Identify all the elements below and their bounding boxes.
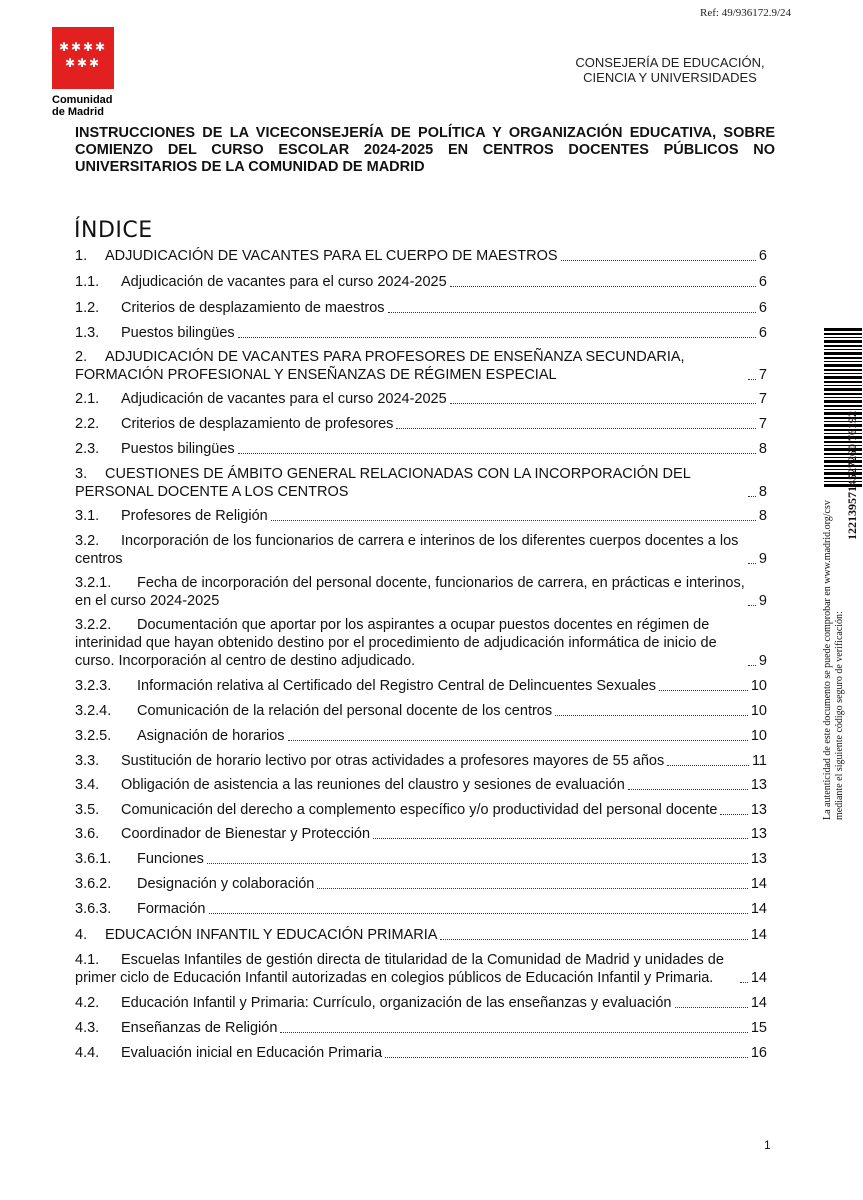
toc-entry[interactable]: [75, 752, 767, 770]
toc-entry-number: 2.3.: [75, 441, 100, 457]
toc-entry-page: 8: [758, 441, 767, 457]
comunidad-madrid-logo: [52, 27, 124, 118]
toc-entry-page: 13: [750, 851, 767, 867]
toc-leader-dots: [317, 888, 748, 889]
toc-entry-page: 8: [758, 508, 767, 524]
toc-entry-title: ADJUDICACIÓN DE VACANTES PARA PROFESORES DE ENSEÑANZA SECUNDARIA, FORMACIÓN PROFESIONAL Y ENSEÑANZAS DE RÉGIMEN ESPECIAL: [75, 349, 685, 383]
barcode-bar: [824, 409, 862, 410]
toc-entry[interactable]: [75, 390, 767, 408]
department-line2: CIENCIA Y UNIVERSIDADES: [583, 70, 757, 85]
toc-entry-page: 14: [750, 927, 767, 943]
document-title: INSTRUCCIONES DE LA VICECONSEJERÍA DE POLÍTICA Y ORGANIZACIÓN EDUCATIVA, SOBRE COMIENZO DEL CURSO ESCOLAR 2024-2025 EN CENTROS DOCENTES PÚBLICOS NO UNIVERSITARIOS DE LA COMUNIDAD DE MADRID: [75, 125, 775, 175]
toc-entry-page: 14: [750, 901, 767, 917]
toc-leader-dots: [238, 453, 756, 454]
toc-entry-page: 14: [750, 876, 767, 892]
toc-entry-title: Escuelas Infantiles de gestión directa de titularidad de la Comunidad de Madrid y unidades de primer ciclo de Educación Infantil autorizadas en colegios públicos de Educación Infantil y Primaria.: [75, 952, 724, 986]
toc-entry-page: 16: [750, 1045, 767, 1061]
toc-leader-dots: [748, 563, 756, 564]
toc-leader-dots: [720, 814, 747, 815]
barcode-bar: [824, 357, 862, 359]
barcode-bar: [824, 376, 862, 379]
toc-leader-dots: [207, 863, 748, 864]
toc-entry-title: EDUCACIÓN INFANTIL Y EDUCACIÓN PRIMARIA: [105, 927, 438, 943]
toc-entry-page: 13: [750, 802, 767, 818]
barcode-bar: [824, 397, 862, 398]
toc-entry-number: 3.4.: [75, 777, 100, 793]
toc-leader-dots: [288, 740, 748, 741]
toc-entry-number: 1.3.: [75, 325, 100, 341]
toc-entry[interactable]: [75, 900, 767, 918]
toc-entry[interactable]: [75, 507, 767, 525]
toc-entry-page: 7: [758, 367, 767, 383]
toc-entry-title: Asignación de horarios: [137, 728, 285, 744]
verification-note-line1: La autenticidad de este documento se puede comprobar en www.madrid.org/csv: [822, 500, 833, 820]
department-name: [560, 55, 780, 85]
toc-leader-dots: [385, 1057, 748, 1058]
toc-entry-page: 9: [758, 593, 767, 609]
barcode-bar: [824, 328, 862, 331]
toc-entry-number: 3.2.4.: [75, 703, 112, 719]
toc-entry-title: Adjudicación de vacantes para el curso 2024-2025: [121, 274, 447, 290]
toc-leader-dots: [740, 982, 748, 983]
toc-entry[interactable]: [75, 324, 767, 342]
toc-entry[interactable]: [75, 702, 767, 720]
barcode-bar: [824, 400, 862, 403]
toc-entry-title: Comunicación del derecho a complemento específico y/o productividad del personal docente: [121, 802, 718, 818]
toc-entry-number: 4.2.: [75, 995, 100, 1011]
toc-leader-dots: [450, 403, 756, 404]
toc-entry-number: 3.2.5.: [75, 728, 112, 744]
toc-entry[interactable]: [75, 850, 767, 868]
toc-entry-page: 9: [758, 551, 767, 567]
toc-entry-page: 7: [758, 416, 767, 432]
toc-entry-title: Designación y colaboración: [137, 876, 315, 892]
barcode-bar: [824, 333, 862, 335]
toc-entry[interactable]: [75, 1044, 767, 1062]
toc-entry-number: 3.2.: [75, 533, 100, 549]
toc-entry[interactable]: [75, 348, 767, 384]
toc-entry-page: 9: [758, 653, 767, 669]
logo-text: [52, 94, 124, 118]
toc-entry[interactable]: [75, 677, 767, 695]
toc-entry-title: Evaluación inicial en Educación Primaria: [121, 1045, 383, 1061]
toc-entry-page: 14: [750, 995, 767, 1011]
toc-entry-number: 3.2.3.: [75, 678, 112, 694]
toc-entry[interactable]: [75, 776, 767, 794]
barcode-bar: [824, 405, 862, 407]
toc-leader-dots: [396, 428, 756, 429]
toc-entry[interactable]: [75, 875, 767, 893]
barcode-bar: [824, 361, 862, 362]
toc-entry-title: Coordinador de Bienestar y Protección: [121, 826, 371, 842]
toc-entry[interactable]: [75, 574, 767, 610]
barcode-bar: [824, 369, 862, 371]
toc-leader-dots: [667, 765, 749, 766]
toc-entry-title: Criterios de desplazamiento de maestros: [121, 300, 385, 316]
verification-note-line2: mediante el siguiente código seguro de verificación:: [834, 611, 845, 820]
toc-entry-number: 3.2.2.: [75, 617, 112, 633]
toc-entry[interactable]: [75, 1019, 767, 1037]
barcode-bar: [824, 340, 862, 343]
toc-entry[interactable]: [75, 532, 767, 568]
toc-entry-page: 10: [750, 703, 767, 719]
barcode-bar: [824, 388, 862, 391]
barcode-bar: [824, 349, 862, 350]
table-of-contents: [75, 247, 767, 1062]
toc-entry-title: Enseñanzas de Religión: [121, 1020, 278, 1036]
barcode-bar: [824, 345, 862, 347]
toc-entry-page: 6: [758, 274, 767, 290]
toc-entry[interactable]: [75, 415, 767, 433]
toc-entry-title: Incorporación de los funcionarios de carrera e interinos de los diferentes cuerpos docentes a los centros: [75, 533, 739, 567]
logo-text-line1: Comunidad: [52, 94, 113, 106]
toc-entry-number: 2.2.: [75, 416, 100, 432]
toc-entry[interactable]: [75, 616, 767, 670]
department-line1: CONSEJERÍA DE EDUCACIÓN,: [575, 55, 765, 70]
toc-entry-number: 3.3.: [75, 753, 100, 769]
toc-entry-page: 7: [758, 391, 767, 407]
toc-entry-number: 1.: [75, 248, 88, 264]
reference-number: Ref: 49/936172.9/24: [700, 7, 792, 19]
toc-entry-title: Sustitución de horario lectivo por otras actividades a profesores mayores de 55 años: [121, 753, 665, 769]
toc-entry-number: 3.2.1.: [75, 575, 112, 591]
barcode-bar: [824, 385, 862, 386]
toc-leader-dots: [280, 1032, 747, 1033]
toc-entry-page: 11: [751, 753, 767, 769]
toc-entry[interactable]: [75, 994, 767, 1012]
toc-leader-dots: [748, 496, 756, 497]
toc-entry-number: 2.1.: [75, 391, 100, 407]
toc-entry-page: 15: [750, 1020, 767, 1036]
toc-leader-dots: [373, 838, 748, 839]
toc-entry-page: 6: [758, 248, 767, 264]
verification-code: 1221395714527260 76192: [845, 411, 859, 540]
toc-entry-number: 4.4.: [75, 1045, 100, 1061]
toc-entry-title: Funciones: [137, 851, 204, 867]
toc-leader-dots: [748, 665, 756, 666]
toc-entry-number: 3.1.: [75, 508, 100, 524]
toc-entry-title: Obligación de asistencia a las reuniones del claustro y sesiones de evaluación: [121, 777, 625, 793]
page-number: 1: [764, 1138, 771, 1152]
toc-entry-title: CUESTIONES DE ÁMBITO GENERAL RELACIONADAS CON LA INCORPORACIÓN DEL PERSONAL DOCENTE A LOS CENTROS: [75, 466, 691, 500]
toc-entry[interactable]: [75, 951, 767, 987]
toc-entry-number: 3.6.2.: [75, 876, 112, 892]
toc-leader-dots: [675, 1007, 748, 1008]
toc-leader-dots: [748, 605, 756, 606]
toc-entry-page: 10: [750, 678, 767, 694]
toc-entry[interactable]: [75, 801, 767, 819]
flag-icon: ✱ ✱ ✱ ✱ ✱ ✱ ✱: [52, 27, 114, 89]
toc-entry-number: 3.6.3.: [75, 901, 112, 917]
toc-leader-dots: [440, 939, 747, 940]
toc-leader-dots: [271, 520, 756, 521]
toc-leader-dots: [450, 286, 756, 287]
index-heading: ÍNDICE: [74, 218, 153, 243]
toc-entry-number: 2.: [75, 349, 88, 365]
logo-text-line2: de Madrid: [52, 106, 104, 118]
toc-entry-number: 1.1.: [75, 274, 100, 290]
toc-entry-number: 3.6.: [75, 826, 100, 842]
barcode-bar: [824, 364, 862, 367]
barcode-bar: [824, 373, 862, 374]
toc-entry-title: Adjudicación de vacantes para el curso 2024-2025: [121, 391, 447, 407]
toc-leader-dots: [628, 789, 748, 790]
toc-entry-title: Puestos bilingües: [121, 441, 235, 457]
toc-entry-page: 14: [750, 970, 767, 986]
toc-entry[interactable]: [75, 825, 767, 843]
toc-entry-number: 1.2.: [75, 300, 100, 316]
toc-entry-title: Educación Infantil y Primaria: Currículo, organización de las enseñanzas y evaluación: [121, 995, 672, 1011]
toc-leader-dots: [388, 312, 756, 313]
toc-entry-number: 3.6.1.: [75, 851, 112, 867]
toc-entry-number: 4.3.: [75, 1020, 100, 1036]
toc-leader-dots: [748, 379, 756, 380]
toc-entry-title: Información relativa al Certificado del Registro Central de Delincuentes Sexuales: [137, 678, 657, 694]
barcode-bar: [824, 337, 862, 338]
toc-leader-dots: [561, 260, 756, 261]
toc-entry-page: 6: [758, 300, 767, 316]
toc-entry-title: Documentación que aportar por los aspirantes a ocupar puestos docentes en régimen de interinidad que hayan obtenido destino por el procedimiento de adjudicación informática de inicio de curso. Incorporación al centro de destino adjudicado.: [75, 617, 717, 669]
toc-entry-title: Profesores de Religión: [121, 508, 268, 524]
barcode-bar: [824, 352, 862, 355]
barcode-bar: [824, 393, 862, 395]
toc-entry-page: 13: [750, 826, 767, 842]
toc-entry-number: 4.1.: [75, 952, 100, 968]
toc-leader-dots: [209, 913, 748, 914]
toc-entry-number: 4.: [75, 927, 88, 943]
toc-entry[interactable]: [75, 926, 767, 944]
toc-entry[interactable]: [75, 465, 767, 501]
toc-entry-title: Puestos bilingües: [121, 325, 235, 341]
toc-entry-page: 13: [750, 777, 767, 793]
toc-leader-dots: [238, 337, 756, 338]
barcode-bar: [824, 381, 862, 383]
toc-entry[interactable]: [75, 299, 767, 317]
toc-entry-title: Criterios de desplazamiento de profesores: [121, 416, 394, 432]
toc-entry-page: 8: [758, 484, 767, 500]
toc-entry-number: 3.5.: [75, 802, 100, 818]
toc-leader-dots: [659, 690, 748, 691]
toc-entry[interactable]: [75, 273, 767, 291]
toc-entry[interactable]: [75, 247, 767, 265]
toc-entry-title: Fecha de incorporación del personal docente, funcionarios de carrera, en prácticas e interinos, en el curso 2024-2025: [75, 575, 745, 609]
toc-entry[interactable]: [75, 727, 767, 745]
toc-leader-dots: [555, 715, 748, 716]
toc-entry-number: 3.: [75, 466, 88, 482]
toc-entry-title: Comunicación de la relación del personal docente de los centros: [137, 703, 553, 719]
toc-entry-title: ADJUDICACIÓN DE VACANTES PARA EL CUERPO DE MAESTROS: [105, 248, 558, 264]
toc-entry-title: Formación: [137, 901, 206, 917]
toc-entry[interactable]: [75, 440, 767, 458]
toc-entry-page: 6: [758, 325, 767, 341]
toc-entry-page: 10: [750, 728, 767, 744]
